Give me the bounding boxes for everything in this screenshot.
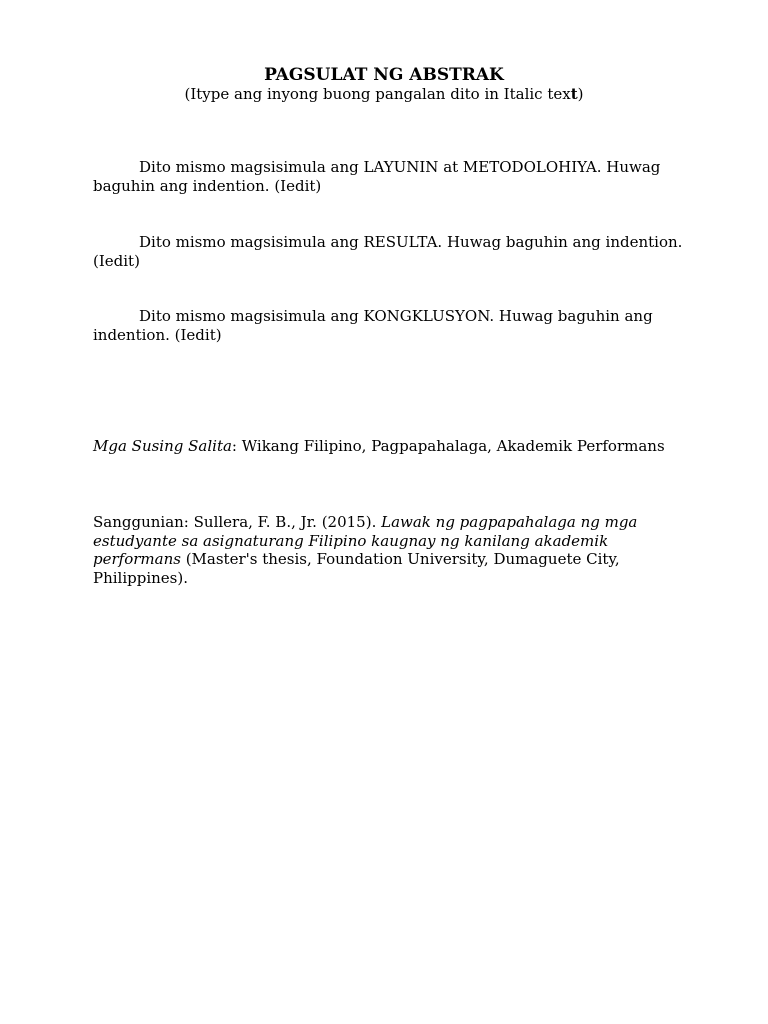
conclusion-paragraph — [93, 307, 683, 344]
conclusion-text: Dito mismo magsisimula ang KONGKLUSYON. Huwag baguhin ang indention. (Iedit) — [93, 307, 653, 344]
references-work-title: Lawak ng pagpapahalaga ng mga estudyante sa asignaturang Filipino kaugnay ng kanilang akademik performans — [93, 513, 638, 568]
references-section — [93, 513, 673, 587]
objectives-paragraph — [93, 158, 683, 195]
keywords-text: Wikang Filipino, Pagpapahalaga, Akademik Performans — [236, 437, 665, 455]
author-placeholder — [0, 85, 768, 104]
objectives-text: Dito mismo magsisimula ang LAYUNIN at METODOLOHIYA. Huwag baguhin ang indention. (Iedit) — [93, 158, 661, 195]
results-text: Dito mismo magsisimula ang RESULTA. Huwag baguhin ang indention. (Iedit) — [93, 233, 683, 270]
results-paragraph — [93, 233, 683, 270]
keywords-section — [93, 437, 683, 456]
references-label: Sanggunian: — [93, 513, 189, 531]
keywords-separator: : — [231, 437, 237, 455]
document-title: PAGSULAT NG ABSTRAK — [264, 65, 504, 85]
author-placeholder-bold-char: t — [570, 85, 578, 103]
author-placeholder-close: ) — [577, 85, 584, 103]
references-details: (Master's thesis, Foundation University, Dumaguete City, Philippines). — [93, 550, 620, 587]
author-placeholder-text: (Itype ang inyong buong pangalan dito in Italic tex — [184, 85, 571, 103]
keywords-label: Mga Susing Salita — [93, 437, 232, 455]
references-authors: Sullera, F. B., Jr. (2015). — [188, 513, 382, 531]
